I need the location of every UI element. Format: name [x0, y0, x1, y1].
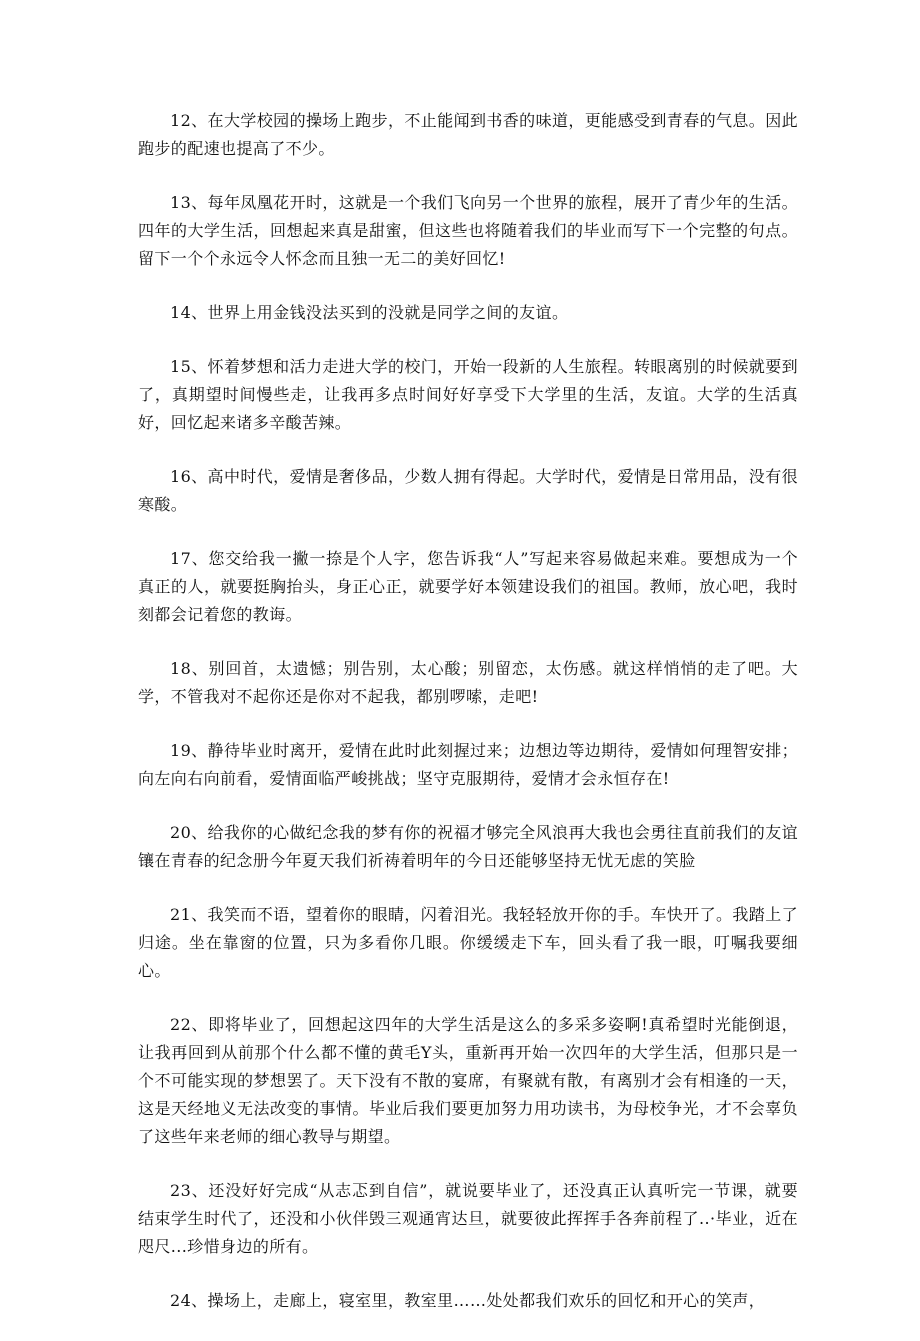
paragraph-21: 21、我笑而不语，望着你的眼睛，闪着泪光。我轻轻放开你的手。车快开了。我踏上了归途。坐在靠窗的位置，只为多看你几眼。你缓缓走下车，回头看了我一眼，叮嘱我要细心。 — [138, 905, 798, 980]
paragraph-12: 12、在大学校园的操场上跑步，不止能闻到书香的味道，更能感受到青春的气息。因此跑步的配速也提高了不少。 — [138, 111, 798, 158]
paragraph-23: 23、还没好好完成“从志忑到自信”，就说要毕业了，还没真正认真听完一节课，就要结束学生时代了，还没和小伙伴毁三观通宵达旦，就要彼此挥挥手各奔前程了..·毕业，近在咫尺...珍惜身边的所有。 — [138, 1181, 798, 1256]
paragraph-13: 13、每年凤凰花开时，这就是一个我们飞向另一个世界的旅程，展开了青少年的生活。四年的大学生活，回想起来真是甜蜜，但这些也将随着我们的毕业而写下一个完整的句点。留下一个个永远令人怀念而且独一无二的美好回忆! — [138, 193, 798, 268]
paragraph-15: 15、怀着梦想和活力走进大学的校门，开始一段新的人生旅程。转眼离别的时候就要到了，真期望时间慢些走，让我再多点时间好好享受下大学里的生活，友谊。大学的生活真好，回忆起来诸多辛酸苦辣。 — [138, 357, 798, 432]
paragraph-17: 17、您交给我一撇一捺是个人字，您告诉我“人”写起来容易做起来难。要想成为一个真正的人，就要挺胸抬头，身正心正，就要学好本领建设我们的祖国。教师，放心吧，我时刻都会记着您的教诲。 — [138, 549, 798, 624]
paragraph-20: 20、给我你的心做纪念我的梦有你的祝福才够完全风浪再大我也会勇往直前我们的友谊镶在青春的纪念册今年夏天我们祈祷着明年的今日还能够坚持无忧无虑的笑脸 — [138, 823, 798, 870]
paragraph-18: 18、别回首，太遗憾；别告别，太心酸；别留恋，太伤感。就这样悄悄的走了吧。大学，不管我对不起你还是你对不起我，都别啰嗦，走吧! — [138, 659, 798, 706]
paragraph-22: 22、即将毕业了，回想起这四年的大学生活是这么的多采多姿啊!真希望时光能倒退，让我再回到从前那个什么都不懂的黄毛Y头，重新再开始一次四年的大学生活，但那只是一个不可能实现的梦想罢了。天下没有不散的宴席，有聚就有散，有离别才会有相逢的一天，这是天经地义无法改变的事情。毕业后我们要更加努力用功读书，为母校争光，才不会辜负了这些年来老师的细心教导与期望。 — [138, 1015, 798, 1146]
paragraph-14: 14、世界上用金钱没法买到的没就是同学之间的友谊。 — [170, 303, 569, 322]
paragraph-16: 16、高中时代，爱情是奢侈品，少数人拥有得起。大学时代，爱情是日常用品，没有很寒酸。 — [138, 467, 798, 514]
paragraph-24: 24、操场上，走廊上，寝室里，教室里……处处都我们欢乐的回忆和开心的笑声， — [170, 1291, 766, 1310]
paragraph-19: 19、静待毕业时离开，爱情在此时此刻握过来；边想边等边期待，爱情如何理智安排；向左向右向前看，爱情面临严峻挑战；坚守克服期待，爱情才会永恒存在! — [138, 741, 798, 788]
document-body — [138, 107, 798, 1341]
